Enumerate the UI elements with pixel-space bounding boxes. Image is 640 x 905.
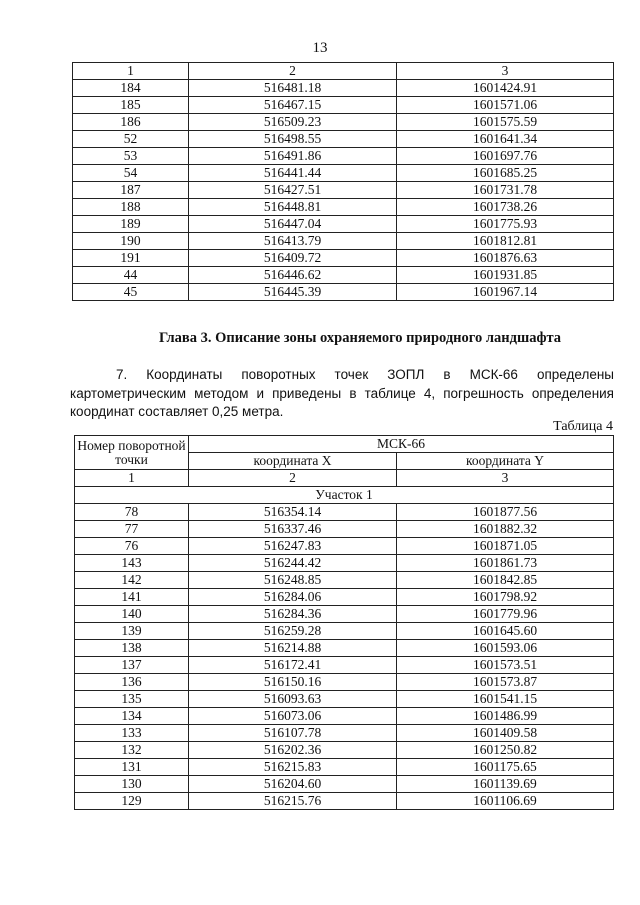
coordinate-x-cell: 516204.60 [189,776,397,793]
coordinate-x-cell: 516107.78 [189,725,397,742]
point-number-cell: 133 [75,725,189,742]
point-number-cell: 76 [75,538,189,555]
page-number: 13 [312,40,328,56]
point-number-cell: 130 [75,776,189,793]
header-coordinate-system: МСК-66 [189,436,614,453]
coordinate-x-cell: 516427.51 [189,182,397,199]
section-row [75,487,614,504]
point-number-cell: 184 [73,80,189,97]
table-row [75,640,614,657]
point-number-cell: 142 [75,572,189,589]
column-number-cell: 1 [75,470,189,487]
coordinate-x-cell: 516248.85 [189,572,397,589]
table-row [75,657,614,674]
coordinate-y-cell: 1601424.91 [397,80,614,97]
coordinate-y-cell: 1601812.81 [397,233,614,250]
point-number-cell: 191 [73,250,189,267]
point-number-cell: 188 [73,199,189,216]
coordinate-x-cell: 516445.39 [189,284,397,301]
table-row [75,742,614,759]
coordinate-x-cell: 516150.16 [189,674,397,691]
point-number-cell: 78 [75,504,189,521]
table-row [73,114,614,131]
column-number-cell: 3 [397,63,614,80]
coordinate-x-cell: 516214.88 [189,640,397,657]
coordinate-y-cell: 1601738.26 [397,199,614,216]
column-number-row [73,63,614,80]
table-row [73,216,614,233]
coordinate-y-cell: 1601645.60 [397,623,614,640]
coordinate-x-cell: 516467.15 [189,97,397,114]
coordinate-x-cell: 516413.79 [189,233,397,250]
coordinate-x-cell: 516481.18 [189,80,397,97]
table-row [75,521,614,538]
table-body [75,504,614,810]
table-row [75,572,614,589]
coordinate-x-cell: 516491.86 [189,148,397,165]
column-number-cell: 2 [189,470,397,487]
point-number-cell: 143 [75,555,189,572]
table-row [75,606,614,623]
point-number-cell: 135 [75,691,189,708]
paragraph-text: 7. Координаты поворотных точек ЗОПЛ в МСК-66 определены картометрическим методом и приведены в таблице 4, погрешность определения координат составляет 0,25 метра. [70,367,614,419]
point-number-cell: 139 [75,623,189,640]
table-row [73,131,614,148]
coordinate-x-cell: 516247.83 [189,538,397,555]
chapter-heading: Глава 3. Описание зоны охраняемого природного ландшафта [158,330,562,346]
coordinate-y-cell: 1601575.59 [397,114,614,131]
coordinate-x-cell: 516446.62 [189,267,397,284]
point-number-cell: 141 [75,589,189,606]
table-row [75,674,614,691]
coordinate-y-cell: 1601139.69 [397,776,614,793]
header-row [75,436,614,453]
point-number-cell: 136 [75,674,189,691]
point-number-cell: 52 [73,131,189,148]
coordinate-x-cell: 516448.81 [189,199,397,216]
coordinate-y-cell: 1601798.92 [397,589,614,606]
coordinate-y-cell: 1601779.96 [397,606,614,623]
point-number-cell: 77 [75,521,189,538]
coordinate-y-cell: 1601731.78 [397,182,614,199]
coordinate-y-cell: 1601871.05 [397,538,614,555]
table-row [75,793,614,810]
point-number-cell: 185 [73,97,189,114]
table-row [75,725,614,742]
coordinate-y-cell: 1601697.76 [397,148,614,165]
table-row [73,284,614,301]
table-row [75,538,614,555]
table-row [73,250,614,267]
table-row [73,165,614,182]
column-number-cell: 2 [189,63,397,80]
column-number-cell: 1 [73,63,189,80]
point-number-cell: 129 [75,793,189,810]
point-number-cell: 134 [75,708,189,725]
coordinate-x-cell: 516509.23 [189,114,397,131]
coordinate-x-cell: 516244.42 [189,555,397,572]
table-row [73,233,614,250]
point-number-cell: 45 [73,284,189,301]
coordinate-y-cell: 1601573.87 [397,674,614,691]
coordinate-y-cell: 1601250.82 [397,742,614,759]
coordinate-x-cell: 516259.28 [189,623,397,640]
table-row [75,776,614,793]
coordinate-y-cell: 1601641.34 [397,131,614,148]
coordinate-y-cell: 1601409.58 [397,725,614,742]
table-row [75,759,614,776]
coordinate-y-cell: 1601967.14 [397,284,614,301]
coordinate-y-cell: 1601876.63 [397,250,614,267]
coordinate-x-cell: 516073.06 [189,708,397,725]
coordinates-table-continued [72,62,614,301]
table-row [75,504,614,521]
point-number-cell: 131 [75,759,189,776]
point-number-cell: 44 [73,267,189,284]
coordinate-y-cell: 1601882.32 [397,521,614,538]
section-label: Участок 1 [75,487,614,504]
point-number-cell: 186 [73,114,189,131]
coordinate-y-cell: 1601486.99 [397,708,614,725]
table-body [73,80,614,301]
coordinate-x-cell: 516284.36 [189,606,397,623]
point-number-cell: 190 [73,233,189,250]
column-number-row [75,470,614,487]
coordinate-x-cell: 516441.44 [189,165,397,182]
coordinate-x-cell: 516093.63 [189,691,397,708]
point-number-cell: 132 [75,742,189,759]
coordinate-y-cell: 1601775.93 [397,216,614,233]
header-point-number: Номер поворотной точки [75,436,189,470]
point-number-cell: 140 [75,606,189,623]
table-row [73,182,614,199]
coordinate-x-cell: 516498.55 [189,131,397,148]
table-row [73,80,614,97]
point-number-cell: 189 [73,216,189,233]
table-caption: Таблица 4 [553,419,613,434]
point-number-cell: 137 [75,657,189,674]
coordinate-x-cell: 516447.04 [189,216,397,233]
table-row [75,691,614,708]
coordinate-x-cell: 516215.76 [189,793,397,810]
coordinate-y-cell: 1601571.06 [397,97,614,114]
coordinate-y-cell: 1601842.85 [397,572,614,589]
coordinate-x-cell: 516172.41 [189,657,397,674]
coordinate-x-cell: 516215.83 [189,759,397,776]
coordinate-y-cell: 1601106.69 [397,793,614,810]
table-row [75,708,614,725]
coordinate-y-cell: 1601861.73 [397,555,614,572]
table-row [73,148,614,165]
table-row [73,267,614,284]
coordinate-y-cell: 1601931.85 [397,267,614,284]
point-number-cell: 138 [75,640,189,657]
coordinate-y-cell: 1601541.15 [397,691,614,708]
coordinate-y-cell: 1601877.56 [397,504,614,521]
coordinate-x-cell: 516409.72 [189,250,397,267]
table-row [73,97,614,114]
table-row [73,199,614,216]
coordinates-table [74,435,614,810]
coordinate-y-cell: 1601685.25 [397,165,614,182]
point-number-cell: 187 [73,182,189,199]
coordinate-y-cell: 1601175.65 [397,759,614,776]
header-coordinate-x: координата X [189,453,397,470]
coordinate-x-cell: 516202.36 [189,742,397,759]
coordinate-y-cell: 1601573.51 [397,657,614,674]
point-number-cell: 53 [73,148,189,165]
column-number-cell: 3 [397,470,614,487]
header-coordinate-y: координата Y [397,453,614,470]
coordinate-y-cell: 1601593.06 [397,640,614,657]
coordinate-x-cell: 516354.14 [189,504,397,521]
table-row [75,623,614,640]
coordinate-x-cell: 516284.06 [189,589,397,606]
table-row [75,589,614,606]
point-number-cell: 54 [73,165,189,182]
coordinate-x-cell: 516337.46 [189,521,397,538]
table-row [75,555,614,572]
